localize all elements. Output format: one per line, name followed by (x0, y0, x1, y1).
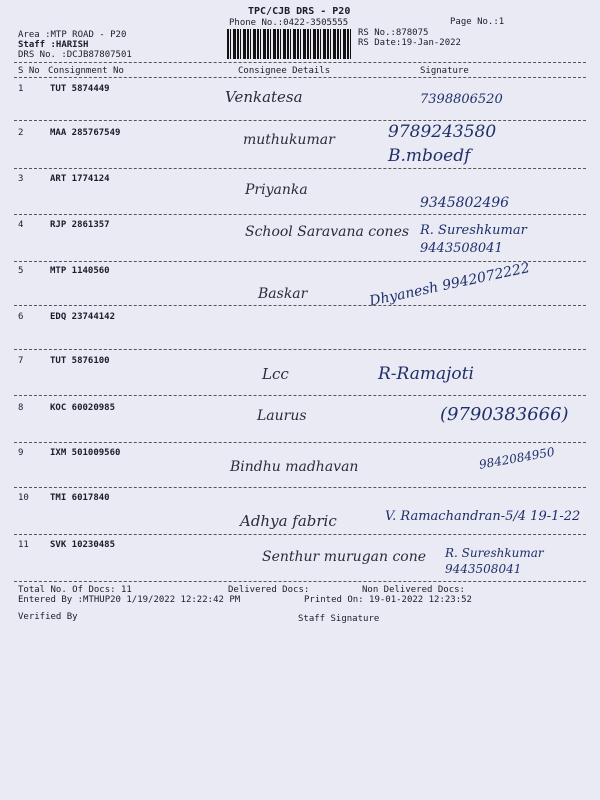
row-consignment: TMI 6017840 (50, 493, 110, 503)
row-sno: 5 (18, 266, 24, 276)
row-consignee: Venkatesa (225, 88, 303, 106)
row-consignment: MAA 285767549 (50, 128, 121, 138)
row-divider (14, 168, 586, 169)
staff-signature-label: Staff Signature (298, 614, 380, 624)
header-rule-bottom (14, 77, 586, 78)
column-signature: Signature (420, 66, 469, 76)
column-sno: S No (18, 66, 40, 76)
row-sno: 3 (18, 174, 24, 184)
row-signature: R-Ramajoti (378, 364, 474, 384)
row-consignee: muthukumar (243, 132, 335, 148)
row-consignee: Adhya fabric (240, 512, 337, 530)
row-divider (14, 349, 586, 350)
row-signature: 9345802496 (420, 195, 510, 211)
header-rule-top (14, 62, 586, 63)
row-consignment: IXM 501009560 (50, 448, 121, 458)
row-consignment: SVK 10230485 (50, 540, 116, 550)
row-signature: R. Sureshkumar 9443508041 (445, 546, 544, 576)
row-divider (14, 581, 586, 582)
delivered-docs: Delivered Docs: (228, 585, 310, 595)
row-signature: 7398806520 (420, 92, 503, 107)
staff-label: Staff :HARISH (18, 40, 89, 50)
row-sno: 4 (18, 220, 24, 230)
verified-by-label: Verified By (18, 612, 78, 622)
row-consignment: TUT 5876100 (50, 356, 110, 366)
printed-on: Printed On: 19-01-2022 12:23:52 (304, 595, 472, 605)
row-sno: 8 (18, 403, 24, 413)
row-signature: Dhyanesh 9942072222 (368, 259, 532, 310)
row-signature: 9842084950 (478, 444, 556, 472)
row-divider (14, 261, 586, 262)
column-consignment: Consignment No (48, 66, 124, 76)
rs-number: RS No.:878075 (358, 28, 429, 38)
row-consignee: Senthur murugan cone (262, 549, 427, 565)
rs-date: RS Date:19-Jan-2022 (358, 38, 461, 48)
drs-number: DRS No. :DCJB87807501 (18, 50, 132, 60)
row-consignment: EDQ 23744142 (50, 312, 116, 322)
row-signature: R. Sureshkumar 9443508041 (420, 223, 527, 256)
row-consignee: Lcc (262, 365, 289, 383)
column-consignee-details: Consignee Details (238, 66, 331, 76)
row-consignee: Bindhu madhavan (230, 459, 359, 475)
row-sno: 7 (18, 356, 24, 366)
row-signature: (9790383666) (440, 404, 569, 425)
row-divider (14, 305, 586, 306)
row-sno: 11 (18, 540, 29, 550)
row-sno: 6 (18, 312, 24, 322)
row-consignee: Priyanka (245, 182, 308, 198)
row-consignee: School Saravana cones (245, 224, 410, 240)
non-delivered-docs: Non Delivered Docs: (362, 585, 465, 595)
row-signature: V. Ramachandran-5/4 19-1-22 (385, 509, 581, 524)
page-number: Page No.:1 (450, 17, 505, 27)
area-label: Area :MTP ROAD - P20 (18, 30, 127, 40)
row-sno: 2 (18, 128, 24, 138)
phone-number: Phone No.:0422-3505555 (229, 18, 349, 28)
row-consignment: KOC 60020985 (50, 403, 116, 413)
row-divider (14, 214, 586, 215)
row-consignment: RJP 2861357 (50, 220, 110, 230)
row-consignment: MTP 1140560 (50, 266, 110, 276)
total-docs: Total No. Of Docs: 11 (18, 585, 132, 595)
report-title: TPC/CJB DRS - P20 (248, 6, 351, 17)
row-divider (14, 395, 586, 396)
row-divider (14, 487, 586, 488)
row-sno: 1 (18, 84, 24, 94)
row-divider (14, 534, 586, 535)
row-sno: 9 (18, 448, 24, 458)
row-signature: 9789243580 B.mboedf (388, 122, 497, 166)
row-consignment: TUT 5874449 (50, 84, 110, 94)
barcode-image (227, 29, 351, 59)
row-divider (14, 442, 586, 443)
row-consignment: ART 1774124 (50, 174, 110, 184)
row-consignee: Laurus (257, 408, 307, 424)
entered-by: Entered By :MTHUP20 1/19/2022 12:22:42 PM (18, 595, 241, 605)
row-sno: 10 (18, 493, 29, 503)
row-consignee: Baskar (258, 286, 308, 302)
